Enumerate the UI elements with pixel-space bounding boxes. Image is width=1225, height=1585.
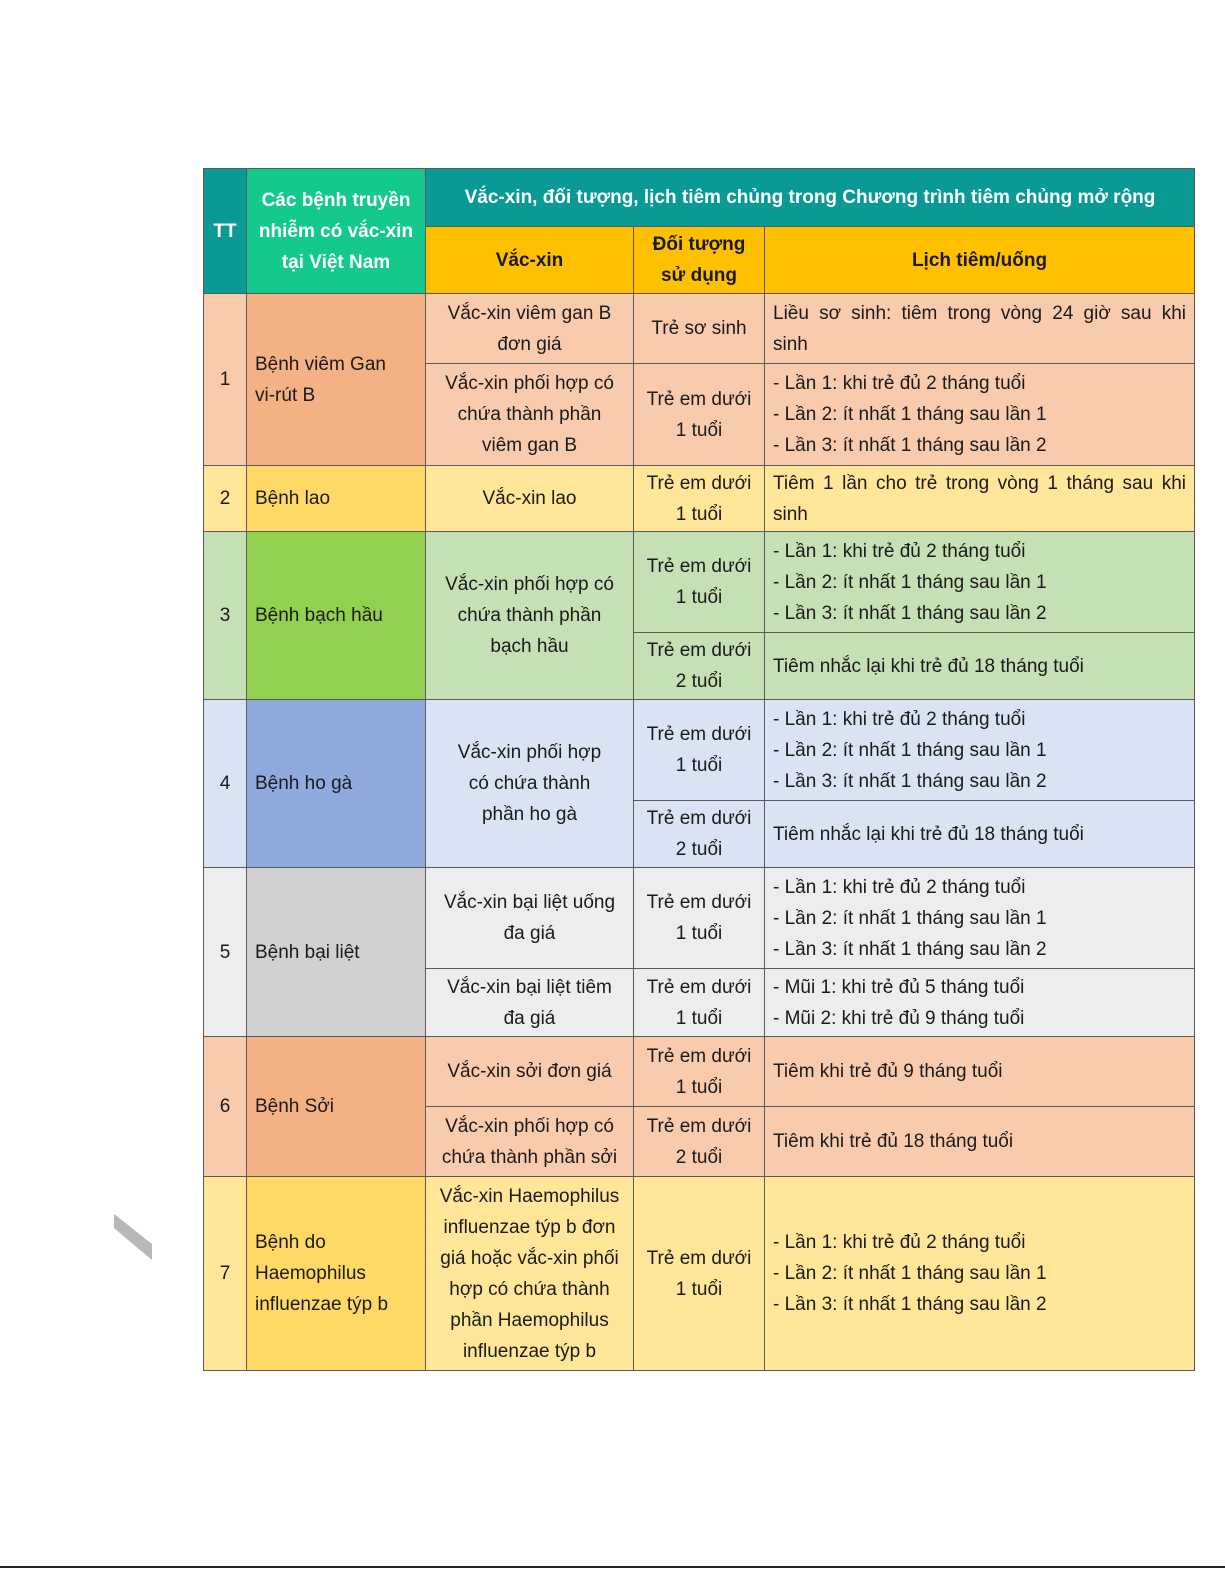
- schedule-line: - Lần 1: khi trẻ đủ 2 tháng tuổi: [773, 1232, 1026, 1253]
- vaccine-line: Vắc-xin bại liệt uống: [443, 892, 616, 913]
- schedule-line: - Lần 2: ít nhất 1 tháng sau lần 1: [773, 907, 1047, 929]
- vaccine-line: influenzae týp b đơn: [443, 1216, 616, 1238]
- vaccine-line: Vắc-xin viêm gan B: [447, 302, 612, 324]
- vaccine-cell: [426, 1107, 634, 1177]
- schedule-cell: [765, 1177, 1195, 1371]
- schedule-cell: [765, 969, 1195, 1037]
- vaccine-cell: [426, 868, 634, 969]
- disease-line: Bệnh do: [255, 1232, 326, 1253]
- schedule-cell: [765, 1037, 1195, 1107]
- vaccine-cell: [426, 969, 634, 1037]
- vaccine-line: chứa thành phần sởi: [441, 1146, 618, 1168]
- disease-line: influenzae týp b: [255, 1294, 389, 1315]
- schedule-line: Tiêm khi trẻ đủ 18 tháng tuổi: [773, 1131, 1014, 1152]
- target-line: Trẻ em dưới: [646, 1115, 752, 1137]
- table-row: [204, 868, 1195, 969]
- schedule-cell: [765, 294, 1195, 364]
- table-row: [204, 700, 1195, 801]
- disease-line: Bệnh bại liệt: [255, 941, 360, 963]
- target-line: 1 tuổi: [675, 923, 723, 944]
- vaccine-cell: [426, 364, 634, 466]
- schedule-line: Liều sơ sinh: tiêm trong vòng 24 giờ sau khi: [773, 302, 1186, 324]
- disease-cell: [247, 532, 426, 700]
- header-target-line: sử dụng: [660, 265, 738, 286]
- vaccine-line: Vắc-xin phối hợp: [457, 742, 602, 763]
- target-cell: [634, 801, 765, 868]
- target-line: Trẻ em dưới: [646, 724, 752, 745]
- page-bottom-rule: [0, 1566, 1225, 1568]
- table-row: [204, 294, 1195, 364]
- header-disease-line: tại Việt Nam: [281, 251, 391, 273]
- target-line: 2 tuổi: [675, 839, 723, 860]
- target-cell: [634, 1037, 765, 1107]
- schedule-line: - Lần 3: ít nhất 1 tháng sau lần 2: [773, 435, 1047, 456]
- disease-cell: [247, 700, 426, 868]
- vaccine-cell: [426, 1037, 634, 1107]
- schedule-cell: [765, 801, 1195, 868]
- target-line: 1 tuổi: [675, 1007, 723, 1029]
- schedule-cell: [765, 700, 1195, 801]
- schedule-line: - Lần 2: ít nhất 1 tháng sau lần 1: [773, 404, 1047, 425]
- target-line: 2 tuổi: [675, 1146, 723, 1168]
- schedule-line: - Lần 3: ít nhất 1 tháng sau lần 2: [773, 1294, 1047, 1315]
- target-cell: [634, 969, 765, 1037]
- header-vaccine: Vắc-xin: [426, 227, 634, 294]
- vaccine-cell: [426, 466, 634, 532]
- schedule-line: - Lần 3: ít nhất 1 tháng sau lần 2: [773, 602, 1047, 624]
- schedule-line: - Mũi 2: khi trẻ đủ 9 tháng tuổi: [773, 1007, 1025, 1029]
- target-line: Trẻ em dưới: [646, 388, 752, 410]
- target-line: 1 tuổi: [675, 1278, 723, 1300]
- header-disease: [247, 169, 426, 294]
- vaccine-line: giá hoặc vắc-xin phối: [440, 1247, 619, 1269]
- schedule-line: - Lần 1: khi trẻ đủ 2 tháng tuổi: [773, 373, 1026, 394]
- schedule-line: - Lần 3: ít nhất 1 tháng sau lần 2: [773, 938, 1047, 960]
- vaccine-line: Vắc-xin sởi đơn giá: [447, 1061, 612, 1082]
- schedule-cell: [765, 633, 1195, 700]
- header-target: [634, 227, 765, 294]
- header-disease-line: Các bệnh truyền: [261, 189, 411, 211]
- schedule-cell: [765, 532, 1195, 633]
- row-number: 4: [204, 700, 247, 868]
- vaccine-schedule-table: [203, 168, 1195, 1371]
- schedule-line: - Lần 1: khi trẻ đủ 2 tháng tuổi: [773, 540, 1026, 562]
- vaccine-line: influenzae týp b: [462, 1340, 597, 1362]
- vaccine-line: đa giá: [503, 923, 556, 944]
- disease-line: Bệnh viêm Gan: [255, 353, 386, 375]
- disease-line: Bệnh ho gà: [255, 773, 353, 794]
- vaccine-line: Vắc-xin lao: [482, 488, 577, 509]
- row-number: 3: [204, 532, 247, 700]
- vaccine-line: hợp có chứa thành: [449, 1278, 610, 1300]
- target-line: Trẻ em dưới: [646, 1045, 752, 1067]
- vaccine-line: Vắc-xin bại liệt tiêm: [447, 976, 612, 998]
- table-row: [204, 1037, 1195, 1107]
- vaccine-line: Vắc-xin phối hợp có: [445, 574, 614, 595]
- vaccine-line: có chứa thành: [468, 773, 591, 794]
- vaccine-line: Vắc-xin phối hợp có: [445, 373, 614, 394]
- vaccine-line: Vắc-xin phối hợp có: [445, 1115, 614, 1137]
- schedule-cell: [765, 1107, 1195, 1177]
- schedule-line: Tiêm 1 lần cho trẻ trong vòng 1 tháng sau khi: [773, 472, 1186, 494]
- schedule-line: - Lần 1: khi trẻ đủ 2 tháng tuổi: [773, 708, 1026, 730]
- vaccine-line: viêm gan B: [481, 435, 578, 456]
- table-row: [204, 466, 1195, 532]
- vaccine-cell: [426, 532, 634, 700]
- disease-line: vi-rút B: [255, 384, 316, 406]
- disease-line: Bệnh bạch hầu: [255, 605, 383, 626]
- vaccine-line: Vắc-xin Haemophilus: [439, 1185, 620, 1207]
- row-number: 1: [204, 294, 247, 466]
- header-tt: TT: [204, 169, 247, 294]
- vaccine-schedule-document: [203, 168, 1194, 1371]
- target-cell: [634, 1177, 765, 1371]
- schedule-line: - Lần 3: ít nhất 1 tháng sau lần 2: [773, 770, 1047, 792]
- gray-scan-mark: [112, 1214, 154, 1260]
- disease-cell: [247, 466, 426, 532]
- schedule-line: - Lần 2: ít nhất 1 tháng sau lần 1: [773, 571, 1047, 593]
- schedule-cell: [765, 868, 1195, 969]
- row-number: 5: [204, 868, 247, 1037]
- vaccine-line: phần Haemophilus: [450, 1309, 609, 1331]
- target-line: Trẻ em dưới: [646, 892, 752, 913]
- target-line: Trẻ em dưới: [646, 640, 752, 661]
- schedule-line: - Lần 2: ít nhất 1 tháng sau lần 1: [773, 1263, 1047, 1284]
- target-cell: [634, 700, 765, 801]
- target-cell: [634, 633, 765, 700]
- table-row: [204, 1177, 1195, 1371]
- vaccine-line: phần ho gà: [481, 804, 578, 825]
- disease-cell: [247, 1177, 426, 1371]
- disease-line: Bệnh lao: [255, 488, 331, 509]
- schedule-line: - Lần 1: khi trẻ đủ 2 tháng tuổi: [773, 876, 1026, 898]
- target-cell: [634, 466, 765, 532]
- target-line: 1 tuổi: [675, 755, 723, 776]
- schedule-line: sinh: [773, 333, 808, 355]
- schedule-line: Tiêm nhắc lại khi trẻ đủ 18 tháng tuổi: [773, 823, 1084, 845]
- schedule-line: sinh: [773, 503, 808, 525]
- vaccine-line: đơn giá: [497, 333, 562, 355]
- target-cell: [634, 868, 765, 969]
- target-cell: [634, 294, 765, 364]
- row-number: 6: [204, 1037, 247, 1177]
- vaccine-line: chứa thành phần: [457, 404, 602, 425]
- schedule-cell: [765, 364, 1195, 466]
- header-disease-line: nhiễm có vắc-xin: [258, 220, 414, 242]
- disease-cell: [247, 294, 426, 466]
- vaccine-line: bạch hầu: [490, 636, 569, 657]
- target-cell: [634, 532, 765, 633]
- target-line: 2 tuổi: [675, 671, 723, 692]
- disease-line: Bệnh Sởi: [255, 1096, 335, 1117]
- row-number: 7: [204, 1177, 247, 1371]
- target-line: 1 tuổi: [675, 1076, 723, 1098]
- disease-cell: [247, 1037, 426, 1177]
- target-line: Trẻ em dưới: [646, 1247, 752, 1269]
- vaccine-cell: [426, 700, 634, 868]
- schedule-line: Tiêm nhắc lại khi trẻ đủ 18 tháng tuổi: [773, 655, 1084, 677]
- target-line: Trẻ em dưới: [646, 976, 752, 998]
- target-line: 1 tuổi: [675, 419, 723, 441]
- header-target-line: Đối tượng: [652, 234, 746, 255]
- target-cell: [634, 364, 765, 466]
- target-line: Trẻ sơ sinh: [651, 318, 747, 339]
- schedule-cell: [765, 466, 1195, 532]
- target-line: Trẻ em dưới: [646, 556, 752, 577]
- target-line: Trẻ em dưới: [646, 808, 752, 829]
- disease-cell: [247, 868, 426, 1037]
- schedule-line: Tiêm khi trẻ đủ 9 tháng tuổi: [773, 1061, 1003, 1082]
- disease-line: Haemophilus: [255, 1263, 366, 1284]
- table-row: [204, 532, 1195, 633]
- vaccine-line: đa giá: [503, 1007, 556, 1029]
- vaccine-line: chứa thành phần: [457, 605, 602, 626]
- vaccine-cell: [426, 1177, 634, 1371]
- target-cell: [634, 1107, 765, 1177]
- header-schedule: Lịch tiêm/uống: [765, 227, 1195, 294]
- schedule-line: - Mũi 1: khi trẻ đủ 5 tháng tuổi: [773, 976, 1025, 998]
- header-program: Vắc-xin, đối tượng, lịch tiêm chủng trong Chương trình tiêm chủng mở rộng: [426, 169, 1195, 227]
- target-line: Trẻ em dưới: [646, 472, 752, 494]
- row-number: 2: [204, 466, 247, 532]
- target-line: 1 tuổi: [675, 503, 723, 525]
- schedule-line: - Lần 2: ít nhất 1 tháng sau lần 1: [773, 739, 1047, 761]
- target-line: 1 tuổi: [675, 587, 723, 608]
- header-row-1: [204, 169, 1195, 227]
- vaccine-cell: [426, 294, 634, 364]
